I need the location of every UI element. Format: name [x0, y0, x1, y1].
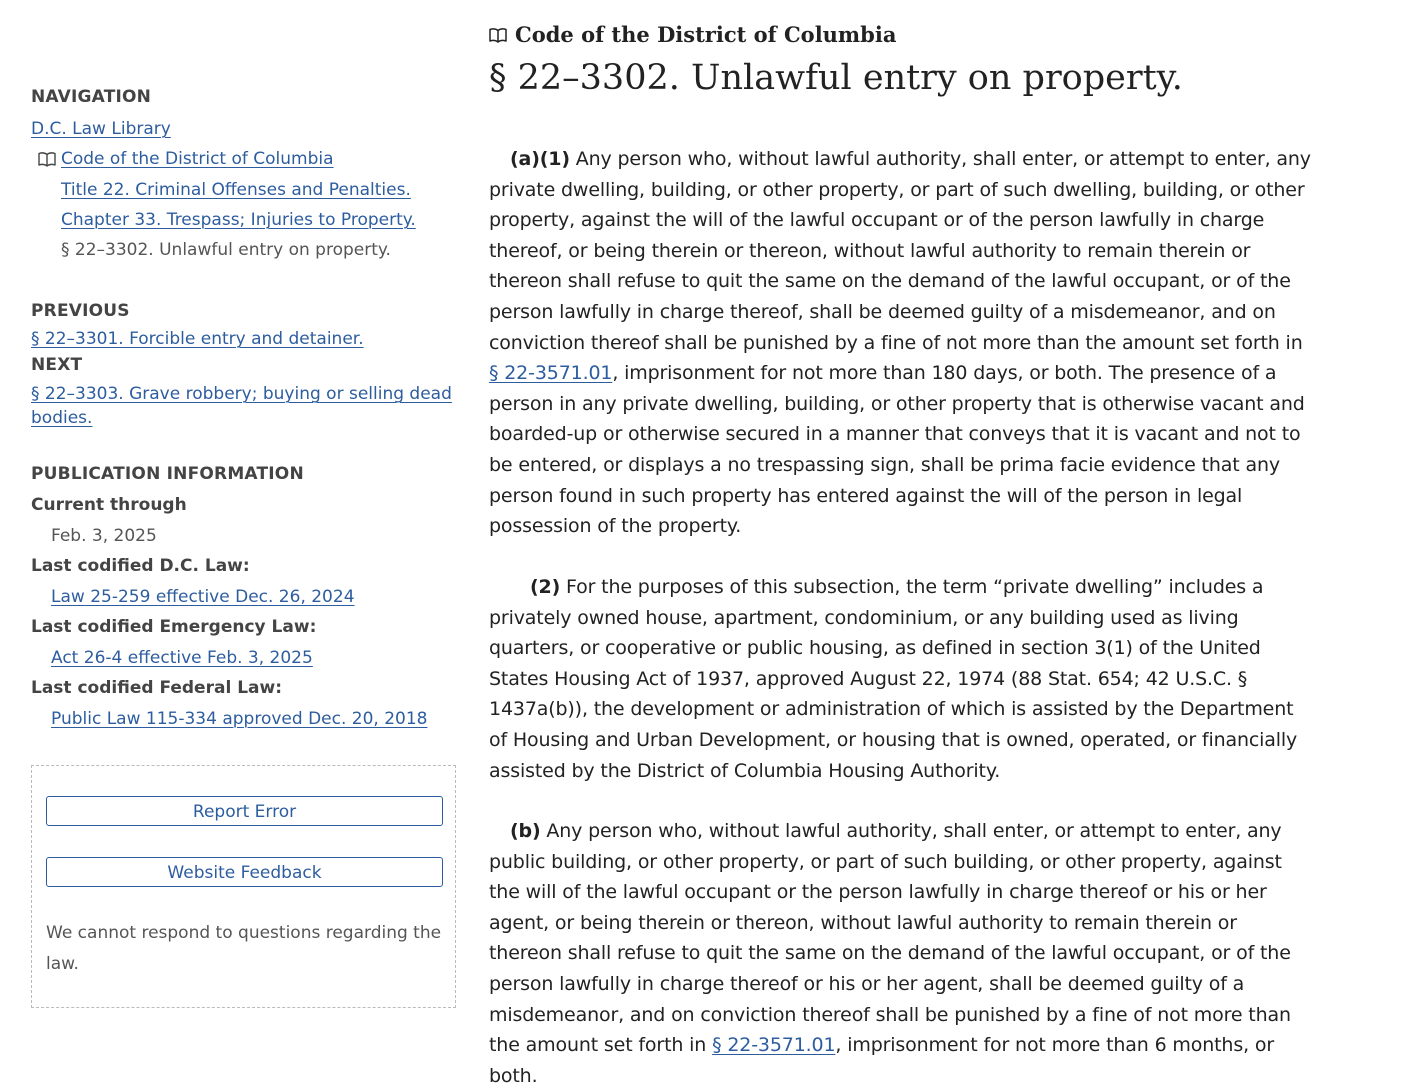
- paragraph-b-text-2: , imprisonment for not more than 6 months, or both.: [489, 1034, 1274, 1087]
- book-icon: [489, 27, 507, 43]
- paragraph-a1: [489, 144, 1311, 542]
- paragraph-a2-text: For the purposes of this subsection, the term “private dwelling” includes a privately owned house, apartment, condominium, or any building used as living quarters, or cooperative or public housing, as defined in section 3(1) of the United States Housing Act of 1937, approved August 22, 1974 (88 Stat. 654; 42 U.S.C. § 1437a(b)), the development or administration of which is assisted by the Department of Housing and Urban Development, or housing that is owned, operated, or financially assisted by the District of Columbia Housing Authority.: [489, 576, 1298, 782]
- next-heading: NEXT: [31, 355, 83, 375]
- breadcrumb-dc-law-library[interactable]: D.C. Law Library: [31, 119, 171, 139]
- navigation-heading: NAVIGATION: [31, 87, 152, 107]
- paragraph-a2-number: (2): [530, 576, 561, 598]
- last-federal-law-link[interactable]: Public Law 115-334 approved Dec. 20, 2018: [51, 709, 428, 729]
- paragraph-a1-text-2: , imprisonment for not more than 180 days, or both. The presence of a person in any private dwelling, building, or other property that is otherwise vacant and boarded-up or otherwise secured in a manner that conveys that it is vacant and not to be entered, or displays a no trespassing sign, shall be prima facie evidence that any person found in such property has entered against the will of the person in legal possession of the property.: [489, 362, 1305, 538]
- publication-info-heading: PUBLICATION INFORMATION: [31, 464, 304, 484]
- book-icon: [38, 151, 56, 167]
- next-section-link-line2: bodies.: [31, 408, 93, 428]
- paragraph-a2: [489, 572, 1311, 786]
- breadcrumb-code-of-dc[interactable]: Code of the District of Columbia: [61, 149, 334, 169]
- next-section-link[interactable]: [31, 382, 452, 430]
- cross-reference-link[interactable]: § 22-3571.01: [712, 1034, 836, 1057]
- breadcrumb-current-section: § 22–3302. Unlawful entry on property.: [61, 240, 391, 260]
- breadcrumb-title-22[interactable]: Title 22. Criminal Offenses and Penalties.: [61, 180, 411, 200]
- last-dc-law-link[interactable]: Law 25-259 effective Dec. 26, 2024: [51, 587, 355, 607]
- page-title: § 22–3302. Unlawful entry on property.: [489, 58, 1183, 98]
- last-emergency-law-link[interactable]: Act 26-4 effective Feb. 3, 2025: [51, 648, 313, 668]
- paragraph-a1-text-1: Any person who, without lawful authority, shall enter, or attempt to enter, any private dwelling, building, or other property, or part of such dwelling, building, or other property, against the will of the lawful occupant or of the person lawfully in charge thereof, or being therein or thereon, without lawful authority to remain therein or thereon shall refuse to quit the same on the demand of the lawful occupant, or of the person lawfully in charge thereof, shall be deemed guilty of a misdemeanor, and on conviction thereof shall be punished by a fine of not more than the amount set forth in: [489, 148, 1311, 354]
- report-error-button[interactable]: Report Error: [46, 796, 443, 826]
- website-feedback-button[interactable]: Website Feedback: [46, 857, 443, 887]
- paragraph-a1-number: (a)(1): [510, 148, 570, 170]
- current-through-value: Feb. 3, 2025: [51, 526, 157, 546]
- code-title-text: Code of the District of Columbia: [515, 22, 897, 47]
- paragraph-b-text-1: Any person who, without lawful authority, shall enter, or attempt to enter, any public building, or other property, or part of such building, or other property, against the will of the lawful occupant or the person lawfully in charge thereof or his or her agent, or being therein or thereon, without lawful authority to remain therein or thereon shall refuse to quit the same on the demand of the lawful occupant, or of the person lawfully in charge thereof or his or her agent, shall be deemed guilty of a misdemeanor, and on conviction thereof shall be punished by a fine of not more than the amount set forth in: [489, 820, 1291, 1057]
- last-federal-law-label: Last codified Federal Law:: [31, 678, 282, 698]
- code-title: [489, 22, 896, 47]
- next-section-link-line1: § 22–3303. Grave robbery; buying or selling dead: [31, 384, 452, 404]
- feedback-note: We cannot respond to questions regarding the law.: [46, 923, 442, 974]
- paragraph-b: [489, 816, 1311, 1091]
- previous-heading: PREVIOUS: [31, 301, 130, 321]
- paragraph-b-number: (b): [510, 820, 541, 842]
- cross-reference-link[interactable]: § 22-3571.01: [489, 362, 613, 385]
- last-dc-law-label: Last codified D.C. Law:: [31, 556, 250, 576]
- feedback-box: [31, 765, 456, 1008]
- breadcrumb-chapter-33[interactable]: Chapter 33. Trespass; Injuries to Property.: [61, 210, 416, 230]
- current-through-label: Current through: [31, 495, 187, 515]
- previous-section-link[interactable]: § 22–3301. Forcible entry and detainer.: [31, 329, 364, 349]
- last-emergency-law-label: Last codified Emergency Law:: [31, 617, 317, 637]
